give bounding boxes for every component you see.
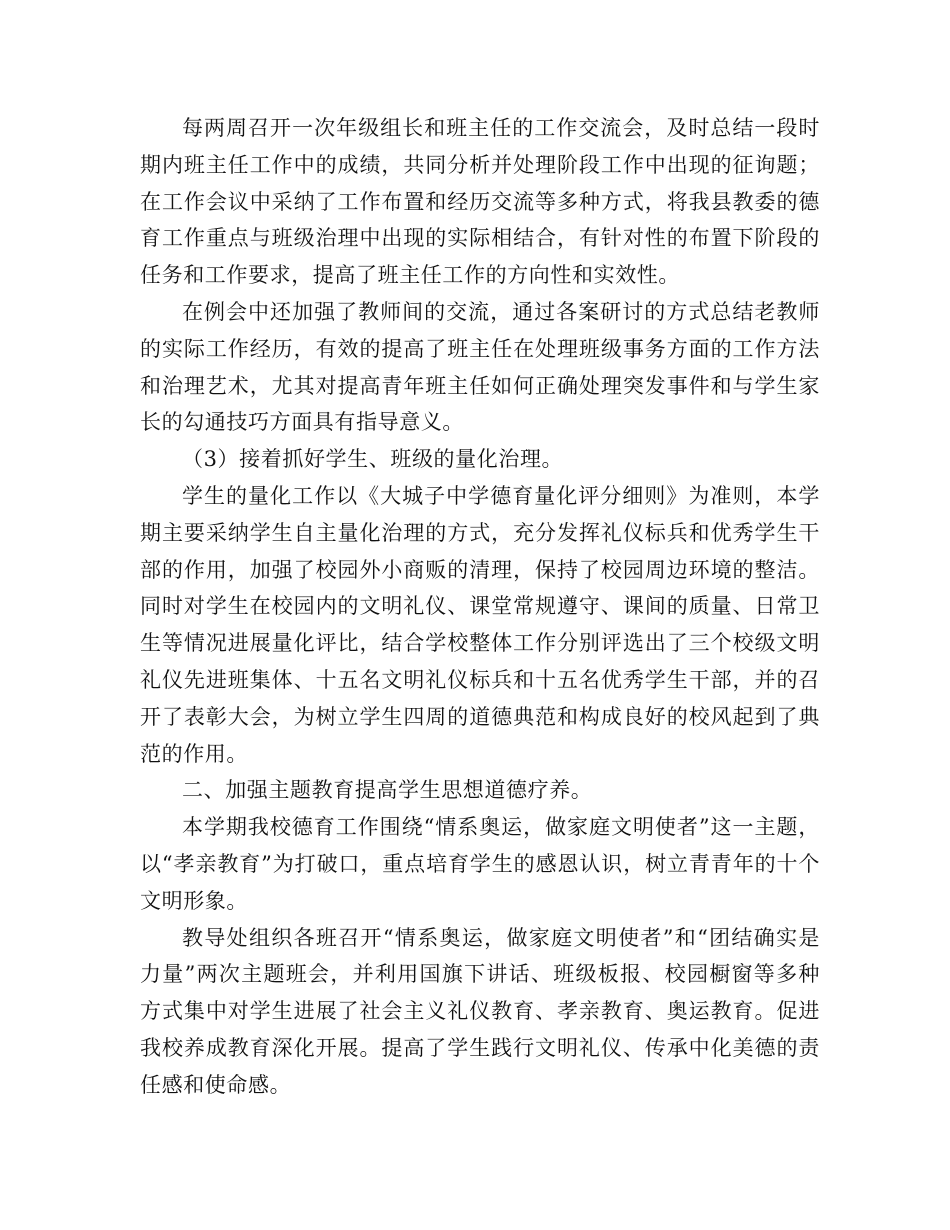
paragraph-class-meeting: 每两周召开一次年级组长和班主任的工作交流会，及时总结一段时期内班主任工作中的成绩，共同分析并处理阶段工作中出现的征询题；在工作会议中采纳了工作布置和经历交流等多种方式，将我县教委的德育工作重点与班级治理中出现的实际相结合，有针对性的布置下阶段的任务和工作要求，提高了班主任工作的方向性和实效性。 xyxy=(140,116,820,288)
document-body xyxy=(140,110,820,1104)
paragraph-teacher-exchange: 在例会中还加强了教师间的交流，通过各案研讨的方式总结老教师的实际工作经历，有效的提高了班主任在处理班级事务方面的工作方法和治理艺术，尤其对提高青年班主任如何正确处理突发事件和与学生家长的勾通技巧方面具有指导意义。 xyxy=(140,299,820,435)
paragraph-quantified-management: 学生的量化工作以《大城子中学德育量化评分细则》为准则，本学期主要采纳学生自主量化治理的方式，充分发挥礼仪标兵和优秀学生干部的作用，加强了校园外小商贩的清理，保持了校园周边环境的整洁。同时对学生在校园内的文明礼仪、课堂常规遵守、课间的质量、日常卫生等情况进展量化评比，结合学校整体工作分别评选出了三个校级文明礼仪先进班集体、十五名文明礼仪标兵和十五名优秀学生干部，并的召开了表彰大会，为树立学生四周的道德典范和构成良好的校风起到了典范的作用。 xyxy=(140,483,820,766)
section-heading-theme-education: 二、加强主题教育提高学生思想道德疗养。 xyxy=(182,778,593,803)
paragraph-quantified-management-heading: （3）接着抓好学生、班级的量化治理。 xyxy=(182,447,564,472)
paragraph-class-theme-meetings: 教导处组织各班召开“情系奥运，做家庭文明使者”和“团结确实是力量”两次主题班会，并利用国旗下讲话、班级板报、校园橱窗等多种方式集中对学生进展了社会主义礼仪教育、孝亲教育、奥运教育。促进我校养成教育深化开展。提高了学生践行文明礼仪、传承中化美德的责任感和使命感。 xyxy=(140,925,820,1097)
paragraph-theme-education: 本学期我校德育工作围绕“情系奥运，做家庭文明使者”这一主题，以“孝亲教育”为打破口，重点培育学生的感恩认识，树立青青年的十个文明形象。 xyxy=(140,815,820,913)
